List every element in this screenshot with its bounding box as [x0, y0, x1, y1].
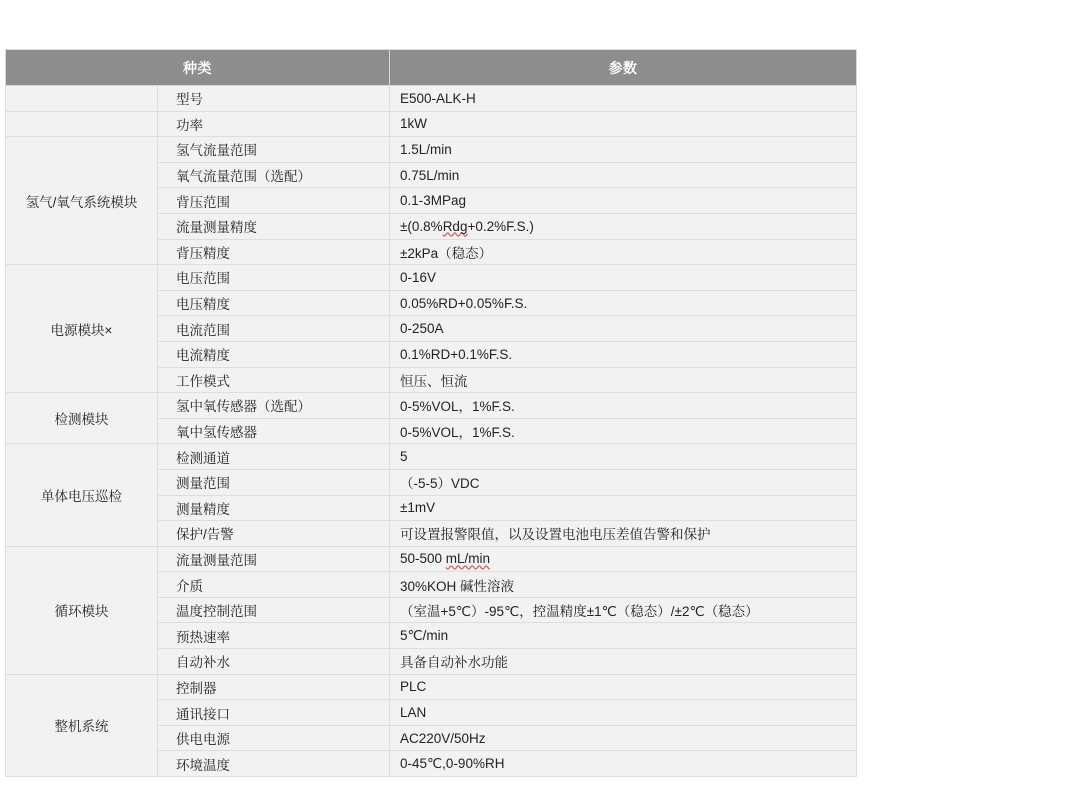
row-label: 氧气流量范围（选配）: [158, 162, 390, 188]
row-label: 测量精度: [158, 495, 390, 521]
row-value: 具备自动补水功能: [390, 649, 857, 675]
row-label: 背压精度: [158, 239, 390, 265]
row-label: 检测通道: [158, 444, 390, 470]
row-value: 1.5L/min: [390, 137, 857, 163]
table-row: [6, 393, 857, 419]
row-value: 0.1-3MPag: [390, 188, 857, 214]
table-row: [6, 86, 857, 112]
group-cell: 电源模块×: [6, 265, 158, 393]
group-cell-empty: [6, 111, 158, 137]
table-row: [6, 546, 857, 572]
row-label: 工作模式: [158, 367, 390, 393]
row-value: （室温+5℃）-95℃，控温精度±1℃（稳态）/±2℃（稳态）: [390, 597, 857, 623]
row-value: 0-5%VOL，1%F.S.: [390, 418, 857, 444]
row-label: 氢中氧传感器（选配）: [158, 393, 390, 419]
row-label: 控制器: [158, 674, 390, 700]
row-value: 0.1%RD+0.1%F.S.: [390, 341, 857, 367]
table-row: [6, 444, 857, 470]
row-value: 0.75L/min: [390, 162, 857, 188]
group-cell-empty: [6, 86, 158, 112]
group-cell: 整机系统: [6, 674, 158, 776]
group-cell: 检测模块: [6, 393, 158, 444]
row-value: 0-16V: [390, 265, 857, 291]
row-label: 温度控制范围: [158, 597, 390, 623]
row-value: ±(0.8%Rdg+0.2%F.S.): [390, 213, 857, 239]
row-value: 5℃/min: [390, 623, 857, 649]
row-value: 0.05%RD+0.05%F.S.: [390, 290, 857, 316]
row-label: 通讯接口: [158, 700, 390, 726]
row-label: 氢气流量范围: [158, 137, 390, 163]
table-row: [6, 137, 857, 163]
row-value: E500-ALK-H: [390, 86, 857, 112]
table-row: [6, 111, 857, 137]
table-body: [6, 86, 857, 777]
row-value: ±2kPa（稳态）: [390, 239, 857, 265]
row-label: 型号: [158, 86, 390, 112]
row-value: LAN: [390, 700, 857, 726]
row-label: 预热速率: [158, 623, 390, 649]
row-label: 保护/告警: [158, 521, 390, 547]
row-value: AC220V/50Hz: [390, 725, 857, 751]
group-cell: 氢气/氧气系统模块: [6, 137, 158, 265]
table-row: [6, 265, 857, 291]
row-value: （-5-5）VDC: [390, 469, 857, 495]
table-row: [6, 674, 857, 700]
row-label: 电压精度: [158, 290, 390, 316]
row-label: 环境温度: [158, 751, 390, 777]
row-label: 自动补水: [158, 649, 390, 675]
row-label: 电流范围: [158, 316, 390, 342]
row-value: 5: [390, 444, 857, 470]
column-header-category: 种类: [6, 50, 390, 86]
row-label: 介质: [158, 572, 390, 598]
row-label: 电压范围: [158, 265, 390, 291]
row-label: 电流精度: [158, 341, 390, 367]
table-header: [6, 50, 857, 86]
row-label: 测量范围: [158, 469, 390, 495]
row-value: 0-5%VOL，1%F.S.: [390, 393, 857, 419]
group-cell: 单体电压巡检: [6, 444, 158, 546]
row-value: 30%KOH 碱性溶液: [390, 572, 857, 598]
row-value: 0-45℃,0-90%RH: [390, 751, 857, 777]
row-label: 背压范围: [158, 188, 390, 214]
row-label: 供电电源: [158, 725, 390, 751]
row-value: ±1mV: [390, 495, 857, 521]
column-header-parameter: 参数: [390, 50, 857, 86]
row-label: 流量测量精度: [158, 213, 390, 239]
specifications-table: [5, 49, 857, 777]
row-value: 可设置报警限值，以及设置电池电压差值告警和保护: [390, 521, 857, 547]
row-value: 50-500 mL/min: [390, 546, 857, 572]
row-value: PLC: [390, 674, 857, 700]
table-header-row: [6, 50, 857, 86]
row-label: 功率: [158, 111, 390, 137]
row-value: 0-250A: [390, 316, 857, 342]
group-cell: 循环模块: [6, 546, 158, 674]
row-value: 恒压、恒流: [390, 367, 857, 393]
row-value: 1kW: [390, 111, 857, 137]
row-label: 氧中氢传感器: [158, 418, 390, 444]
row-label: 流量测量范围: [158, 546, 390, 572]
